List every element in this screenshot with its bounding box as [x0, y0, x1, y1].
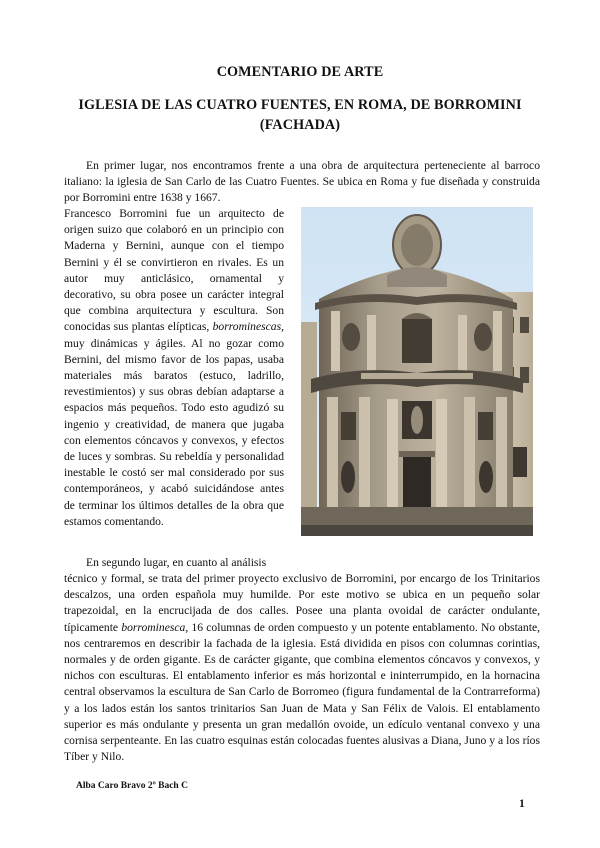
- intro-paragraph: En primer lugar, nos encontramos frente a una obra de arquitectura perteneciente al barroco italiano: la iglesia de San Carlo de las Cuatro Fuentes. Se ubica en Roma y fue diseñada y construida por Borromini entre 1638 y 1667.: [64, 159, 540, 205]
- paragraph-two-italic-term: borrominesca: [121, 620, 186, 634]
- document-title: COMENTARIO DE ARTE: [216, 64, 384, 80]
- document-subtitle: IGLESIA DE LAS CUATRO FUENTES, EN ROMA, DE BORROMINI (FACHADA): [78, 97, 522, 133]
- biography-italic-term: borrominescas: [212, 320, 282, 334]
- paragraph-two-text-2: , 16 columnas de orden compuesto y un potente entablamento. No obstante, nos centraremos en describir la fachada de la iglesia. Está dividida en pisos con columnas corintias, normales y de orden gigante. Es de carácter gigante, que combina elementos cóncavos y convexos, y nichos con esculturas. El entablamento inferior es más horizontal e ininterrumpido, en la hornacina central observamos la escultura de San Carlo de Borromeo (figura fundamental de la Contrarreforma) y a los lados están los santos trinitarios San Juan de Mata y San Félix de Valois. El entablamento superior es más ondulante y presenta un gran medallón ovoide, un edículo ventanal convexo y una cornisa serpenteante. En las cuatro esquinas están colocadas fuentes alusivas a Diana, Juno y a los ríos Tíber y Nilo.: [64, 620, 540, 764]
- footer-author: Alba Caro Bravo 2º Bach C: [76, 781, 188, 791]
- biography-text-2: , muy dinámicas y ágiles. Al no gozar como Bernini, del mismo favor de los papas, usaba materiales más baratos (estuco, ladrillo, revestimientos) y sus obras debían adaptarse a espacios más pequeños. Todo esto agudizó su ingenio y creatividad, de manera que jugaba con elementos cóncavos y convexos, y efectos de luces y sombras. Su rebeldía y personalidad inestable le costó ser mal considerado por sus contemporáneos, y acabó suicidándose antes de terminar los últimos detalles de la obra que estamos comentando.: [64, 320, 284, 528]
- biography-paragraph: [64, 206, 284, 530]
- church-facade-photo: [301, 207, 533, 536]
- biography-text-1: Francesco Borromini fue un arquitecto de origen suizo que colaboró en un principio con Maderna y Bernini, aunque con el tiempo Bernini y él se convirtieron en rivales. Es un autor muy anticlásico, ornamental y decorativo, su obra posee un carácter integral que combina arquitectura y escultura. Son conocidas sus plantas elípticas,: [64, 207, 284, 334]
- paragraph-two-text-1: técnico y formal, se trata del primer proyecto exclusivo de Borromini, por encargo de los Trinitarios descalzos, una orden española muy humilde. Por este motivo se ubica en un pequeño solar trapezoidal, en la encrucijada de dos calles. Posee una planta ovoidal de carácter ondulante, típicamente: [64, 572, 540, 634]
- paragraph-two-start: En segundo lugar, en cuanto al análisis: [86, 556, 267, 569]
- page-number: 1: [519, 798, 525, 810]
- paragraph-two: [64, 571, 540, 765]
